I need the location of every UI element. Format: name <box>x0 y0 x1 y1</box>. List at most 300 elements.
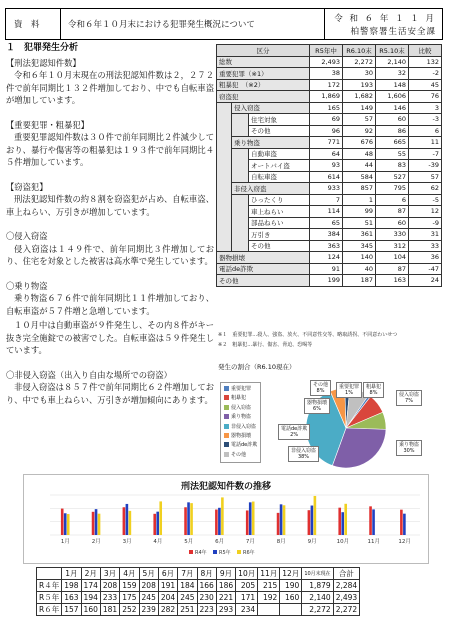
stats-header: 比較 <box>409 45 442 57</box>
monthly-cell: 184 <box>178 580 197 592</box>
monthly-cell: 208 <box>100 580 119 592</box>
stats-row-label: 住宅対象 <box>249 114 310 126</box>
stats-indent <box>217 125 232 137</box>
pie-callout <box>336 382 362 398</box>
monthly-cell: 252 <box>120 604 139 616</box>
stats-row <box>217 183 442 195</box>
stats-cell: 36 <box>409 252 442 264</box>
stats-row-label: 器物損壊 <box>217 252 310 264</box>
stats-cell: -2 <box>409 68 442 80</box>
callout-pct: 8% <box>369 390 378 396</box>
monthly-cell: 251 <box>178 604 197 616</box>
pie-callout <box>278 424 310 440</box>
stats-row <box>217 229 442 241</box>
table-notes <box>218 330 397 350</box>
stats-row-label: 窃盗犯 <box>217 91 310 103</box>
stats-cell: 584 <box>343 171 376 183</box>
stats-cell: -7 <box>409 148 442 160</box>
bar <box>311 506 314 535</box>
subheading: 〇非侵入窃盗（出入り自由な場所での窃盗） <box>6 369 172 380</box>
stats-cell: 31 <box>409 229 442 241</box>
tick-label: 6月 <box>215 539 225 545</box>
stats-cell: -5 <box>409 194 442 206</box>
monthly-cell: 171 <box>236 592 258 604</box>
stats-indent <box>217 240 232 252</box>
stats-cell: 60 <box>376 114 409 126</box>
stats-row-label: 侵入窃盗 <box>232 102 310 114</box>
bar <box>64 513 67 535</box>
legend-label: 重要犯罪 <box>231 386 252 392</box>
callout-name: 侵入窃盗 <box>399 392 420 398</box>
stats-row-label: 自動車盗 <box>249 148 310 160</box>
stats-cell: 665 <box>376 137 409 149</box>
monthly-header: 7月 <box>178 568 197 580</box>
stats-cell: 1,869 <box>310 91 343 103</box>
stats-cell: 163 <box>376 275 409 287</box>
stats-cell: 114 <box>310 206 343 218</box>
stats-cell: 172 <box>310 79 343 91</box>
stats-row <box>217 160 442 172</box>
stats-cell: 1,606 <box>376 91 409 103</box>
monthly-header: 2月 <box>81 568 100 580</box>
stats-cell: 65 <box>310 217 343 229</box>
paragraph: 令和６年１０月末現在の刑法犯認知件数は２，２７２件で前年同期比１３２件増加しており、中でも自転車盗が増加しています。 <box>6 70 214 105</box>
stats-row <box>217 171 442 183</box>
stats-cell: 312 <box>376 240 409 252</box>
stats-indent <box>217 171 232 183</box>
monthly-cell: 198 <box>62 580 81 592</box>
paragraph: 刑法犯認知件数の約８割を窃盗犯が占め、自転車盗、車上ねらい、万引きが増加しています。 <box>6 194 214 217</box>
tick-label: 3月 <box>122 539 132 545</box>
stats-cell: 99 <box>343 206 376 218</box>
crime-stats-table <box>216 44 442 287</box>
monthly-cell: 160 <box>280 592 302 604</box>
monthly-row <box>37 604 360 616</box>
legend-label: その他 <box>231 451 247 458</box>
pie-callout <box>304 398 330 414</box>
doc-department: 柏警察署生活安全課 <box>350 27 436 37</box>
bar <box>153 514 156 535</box>
tick-label: 4月 <box>153 539 163 545</box>
stats-cell: 62 <box>409 183 442 195</box>
monthly-cell: 192 <box>258 592 280 604</box>
monthly-cell: 2,272 <box>333 604 359 616</box>
bar <box>126 504 129 535</box>
stats-cell: -39 <box>409 160 442 172</box>
bar <box>187 502 190 535</box>
monthly-header: 8月 <box>197 568 216 580</box>
stats-cell: 83 <box>376 160 409 172</box>
monthly-cell: 208 <box>139 580 158 592</box>
stats-cell: 795 <box>376 183 409 195</box>
bar <box>277 513 280 535</box>
monthly-row-label: R４年 <box>37 580 62 592</box>
doc-label: 資 料 <box>14 20 40 30</box>
stats-header-row <box>217 45 442 57</box>
monthly-cell: 191 <box>158 580 177 592</box>
stats-cell: 91 <box>310 263 343 275</box>
bar <box>344 504 347 535</box>
legend-label: R5年 <box>219 550 231 556</box>
stats-cell: 38 <box>310 68 343 80</box>
stats-cell: 11 <box>409 137 442 149</box>
stats-cell: 104 <box>376 252 409 264</box>
monthly-cell: 282 <box>158 604 177 616</box>
stats-row <box>217 137 442 149</box>
tick-label: 9月 <box>307 539 317 545</box>
bar <box>338 508 341 535</box>
stats-indent <box>232 217 249 229</box>
legend-swatch <box>189 550 193 554</box>
monthly-header: 合計 <box>333 568 359 580</box>
legend-label: R4年 <box>195 550 207 556</box>
stats-row <box>217 252 442 264</box>
stats-header: 区分 <box>217 45 310 57</box>
stats-cell: 57 <box>343 114 376 126</box>
stats-cell: 55 <box>376 148 409 160</box>
stats-cell: 24 <box>409 275 442 287</box>
stats-indent <box>217 148 232 160</box>
subheading: 【刑法犯認知件数】 <box>6 57 81 68</box>
bar <box>280 504 283 535</box>
paragraph: 乗り物盗６７６件で前年同期比１１件増加しており、自転車盗が５７件増と急増しています。 <box>6 293 214 316</box>
monthly-table <box>36 567 360 616</box>
stats-indent <box>232 229 249 241</box>
monthly-header: 4月 <box>120 568 139 580</box>
bar-chart-title: 刑法犯認知件数の推移 <box>180 482 271 492</box>
stats-row <box>217 79 442 91</box>
pie-chart-section <box>218 362 436 472</box>
stats-cell: 57 <box>409 171 442 183</box>
monthly-cell: 2,493 <box>333 592 359 604</box>
monthly-cell: 2,140 <box>302 592 333 604</box>
stats-cell: -47 <box>409 263 442 275</box>
monthly-header: 11月 <box>258 568 280 580</box>
bar <box>156 512 159 535</box>
bar <box>308 510 311 535</box>
bar <box>403 514 406 535</box>
monthly-cell: 166 <box>197 580 216 592</box>
stats-cell: 12 <box>409 206 442 218</box>
stats-cell: 44 <box>343 160 376 172</box>
bar <box>129 511 132 535</box>
bar-chart-section <box>23 474 429 564</box>
note-1: ※１ 重要犯罪…殺人、強盗、放火、不同意性交等、略取誘拐、不同意わいせつ <box>218 332 398 338</box>
monthly-cell: 181 <box>100 604 119 616</box>
monthly-cell: 186 <box>216 580 235 592</box>
paragraph: １０月中は自動車盗が９件発生し、その内８件がキー抜き完全施錠での被害でした。自転車盗は５９件発生しています。 <box>6 320 214 355</box>
stats-cell: 1,682 <box>343 91 376 103</box>
monthly-cell: 239 <box>139 604 158 616</box>
stats-indent <box>217 160 232 172</box>
header-divider <box>60 9 61 39</box>
bar <box>249 502 252 535</box>
stats-row <box>217 102 442 114</box>
callout-name: 重要犯罪 <box>339 384 360 390</box>
bar <box>246 510 249 535</box>
stats-row <box>217 68 442 80</box>
monthly-cell: 215 <box>258 580 280 592</box>
monthly-header <box>37 568 62 580</box>
bar <box>221 497 224 535</box>
stats-header: R5.10末 <box>376 45 409 57</box>
stats-cell: 384 <box>310 229 343 241</box>
stats-indent <box>217 229 232 241</box>
stats-cell: 30 <box>343 68 376 80</box>
callout-name: 電話de詐欺 <box>281 426 308 432</box>
stats-indent <box>232 125 249 137</box>
stats-cell: 2,140 <box>376 56 409 68</box>
stats-cell: 45 <box>409 79 442 91</box>
stats-indent <box>232 148 249 160</box>
legend-label: 器物損壊 <box>231 433 252 440</box>
monthly-cell: 245 <box>178 592 197 604</box>
stats-cell: 3 <box>409 102 442 114</box>
stats-indent <box>217 183 232 195</box>
callout-pct: 2% <box>290 432 299 438</box>
pie-callout <box>396 390 422 406</box>
tick-label: 12月 <box>398 539 411 545</box>
stats-indent <box>217 206 232 218</box>
stats-row-label: 自転車盗 <box>249 171 310 183</box>
bar <box>372 509 375 535</box>
paragraph: 侵入窃盗は１４９件で、前年同期比３件増加しており、住宅を対象とした被害は高水準で発生しています。 <box>6 243 214 266</box>
tick-label: 8月 <box>276 539 286 545</box>
stats-indent <box>232 160 249 172</box>
pie-callout <box>363 382 384 398</box>
callout-name: 非侵入窃盗 <box>291 448 317 454</box>
stats-row-label: ひったくり <box>249 194 310 206</box>
monthly-cell <box>280 604 302 616</box>
section-heading: １ 犯罪発生分析 <box>6 43 79 53</box>
stats-indent <box>217 137 232 149</box>
bar <box>95 509 98 535</box>
stats-cell: 1 <box>343 194 376 206</box>
monthly-header: 10月 <box>236 568 258 580</box>
bar-chart <box>24 475 428 563</box>
stats-cell: 124 <box>310 252 343 264</box>
monthly-cell: 233 <box>100 592 119 604</box>
stats-cell: 149 <box>343 102 376 114</box>
stats-cell: 87 <box>376 206 409 218</box>
stats-indent <box>232 240 249 252</box>
stats-cell: 345 <box>343 240 376 252</box>
stats-cell: 771 <box>310 137 343 149</box>
bar <box>92 512 95 535</box>
stats-row <box>217 263 442 275</box>
monthly-row <box>37 580 360 592</box>
tick-label: 2月 <box>91 539 101 545</box>
stats-row-label: その他 <box>249 125 310 137</box>
document-header <box>5 8 443 40</box>
stats-row-label: その他 <box>249 240 310 252</box>
stats-row-label: 乗り物盗 <box>232 137 310 149</box>
stats-cell: 199 <box>310 275 343 287</box>
monthly-cell: 194 <box>81 592 100 604</box>
monthly-row <box>37 592 360 604</box>
stats-cell: 51 <box>343 217 376 229</box>
stats-cell: 614 <box>310 171 343 183</box>
stats-cell: 676 <box>343 137 376 149</box>
monthly-cell: 234 <box>236 604 258 616</box>
stats-row-label: 粗暴犯 （※2） <box>217 79 310 91</box>
subheading: 【重要犯罪・粗暴犯】 <box>6 119 89 130</box>
tick-label: 11月 <box>367 539 380 545</box>
stats-cell: 527 <box>376 171 409 183</box>
bar <box>184 507 187 535</box>
stats-indent <box>232 206 249 218</box>
bar <box>314 496 317 535</box>
bar <box>283 505 286 535</box>
monthly-cell: 190 <box>280 580 302 592</box>
stats-cell: 187 <box>343 275 376 287</box>
stats-cell: 330 <box>376 229 409 241</box>
callout-pct: 8% <box>316 388 325 394</box>
legend-swatch <box>213 550 217 554</box>
paragraph: 重要犯罪認知件数は３０件で前年同期比２件減少しており、暴行や傷害等の粗暴犯は１９３件で前年同期比４５件増加しています。 <box>6 132 214 167</box>
monthly-cell: 2,272 <box>302 604 333 616</box>
legend-label: 非侵入窃盗 <box>231 423 257 430</box>
stats-cell: -3 <box>409 114 442 126</box>
stats-row-label: 部品ねらい <box>249 217 310 229</box>
monthly-cell: 204 <box>158 592 177 604</box>
stats-cell: 40 <box>343 263 376 275</box>
stats-indent <box>232 114 249 126</box>
header-divider <box>324 9 325 39</box>
monthly-header: 10月末現在 <box>302 568 333 580</box>
bar <box>123 507 126 535</box>
stats-row <box>217 217 442 229</box>
callout-pct: 30% <box>403 448 415 454</box>
legend-swatch <box>237 550 241 554</box>
stats-row <box>217 114 442 126</box>
monthly-cell: 221 <box>216 592 235 604</box>
stats-row-label: 車上ねらい <box>249 206 310 218</box>
legend-label: 侵入窃盗 <box>231 404 252 411</box>
stats-header: R5年中 <box>310 45 343 57</box>
legend-label: 電話de詐欺 <box>231 442 258 449</box>
stats-row-label: その他 <box>217 275 310 287</box>
stats-cell: 140 <box>343 252 376 264</box>
stats-row <box>217 148 442 160</box>
monthly-cell: 223 <box>197 604 216 616</box>
stats-row-label: オートバイ盗 <box>249 160 310 172</box>
monthly-cell: 205 <box>236 580 258 592</box>
monthly-header: 1月 <box>62 568 81 580</box>
stats-cell: 76 <box>409 91 442 103</box>
stats-cell: 363 <box>310 240 343 252</box>
callout-name: 乗り物盗 <box>399 442 420 448</box>
stats-cell: 132 <box>409 56 442 68</box>
stats-cell: 87 <box>376 263 409 275</box>
stats-cell: 69 <box>310 114 343 126</box>
stats-indent <box>217 102 232 114</box>
monthly-cell: 163 <box>62 592 81 604</box>
tick-label: 5月 <box>184 539 194 545</box>
stats-cell: 6 <box>376 194 409 206</box>
stats-row-label: 万引き <box>249 229 310 241</box>
stats-cell: 193 <box>343 79 376 91</box>
stats-cell: 64 <box>310 148 343 160</box>
bar <box>400 510 403 535</box>
stats-cell: 2,493 <box>310 56 343 68</box>
stats-cell: 93 <box>310 160 343 172</box>
monthly-row-label: R６年 <box>37 604 62 616</box>
stats-indent <box>217 217 232 229</box>
stats-indent <box>217 194 232 206</box>
legend-label: R6年 <box>243 550 255 556</box>
stats-row-label: 総数 <box>217 56 310 68</box>
stats-cell: 60 <box>376 217 409 229</box>
stats-row-label: 電話de詐欺 <box>217 263 310 275</box>
stats-cell: 7 <box>310 194 343 206</box>
subheading: 〇乗り物盗 <box>6 280 48 291</box>
stats-indent <box>232 171 249 183</box>
bar <box>67 514 70 535</box>
monthly-cell: 160 <box>81 604 100 616</box>
callout-pct: 38% <box>297 454 310 460</box>
stats-cell: 33 <box>409 240 442 252</box>
subheading: 【窃盗犯】 <box>6 181 48 192</box>
tick-label: 1月 <box>60 539 70 545</box>
monthly-cell: 230 <box>197 592 216 604</box>
stats-indent <box>217 114 232 126</box>
stats-cell: 146 <box>376 102 409 114</box>
stats-row-label: 非侵入窃盗 <box>232 183 310 195</box>
bar <box>341 512 344 535</box>
legend-label: 乗り物盗 <box>231 414 252 421</box>
monthly-header: 9月 <box>216 568 235 580</box>
bar <box>159 501 162 535</box>
monthly-cell: 293 <box>216 604 235 616</box>
stats-row <box>217 91 442 103</box>
stats-cell: 148 <box>376 79 409 91</box>
callout-pct: 6% <box>313 406 321 412</box>
stats-row <box>217 206 442 218</box>
stats-indent <box>232 194 249 206</box>
pie-callout <box>310 380 331 396</box>
stats-cell: 86 <box>376 125 409 137</box>
stats-cell: 48 <box>343 148 376 160</box>
monthly-header: 12月 <box>280 568 302 580</box>
stats-cell: 96 <box>310 125 343 137</box>
analysis-text <box>6 42 214 408</box>
callout-name: 器物損壊 <box>307 400 328 406</box>
callout-pct: 7% <box>405 398 413 404</box>
stats-row <box>217 125 442 137</box>
paragraph: 非侵入窃盗は８５７件で前年同期比６２件増加しており、中でも車上ねらい、万引きが増加傾向にあります。 <box>6 382 214 405</box>
doc-title: 令和６年１０月末における犯罪発生概況について <box>68 20 255 30</box>
callout-name: その他 <box>313 382 329 388</box>
stats-cell: 2,272 <box>343 56 376 68</box>
monthly-header: 6月 <box>158 568 177 580</box>
doc-date: 令 和 ６ 年 １ １ 月 <box>334 14 436 24</box>
stats-cell: 857 <box>343 183 376 195</box>
monthly-cell: 159 <box>120 580 139 592</box>
stats-row <box>217 194 442 206</box>
stats-cell: 6 <box>409 125 442 137</box>
bar <box>215 510 218 535</box>
stats-cell: 32 <box>376 68 409 80</box>
stats-header: R6.10末 <box>343 45 376 57</box>
bar <box>252 502 255 535</box>
note-2: ※２ 粗暴犯…暴行、傷害、脅迫、恐喝等 <box>218 342 313 348</box>
pie-callout <box>288 446 319 462</box>
subheading: 〇侵入窃盗 <box>6 231 48 241</box>
monthly-cell: 174 <box>81 580 100 592</box>
stats-row <box>217 56 442 68</box>
stats-cell: 165 <box>310 102 343 114</box>
